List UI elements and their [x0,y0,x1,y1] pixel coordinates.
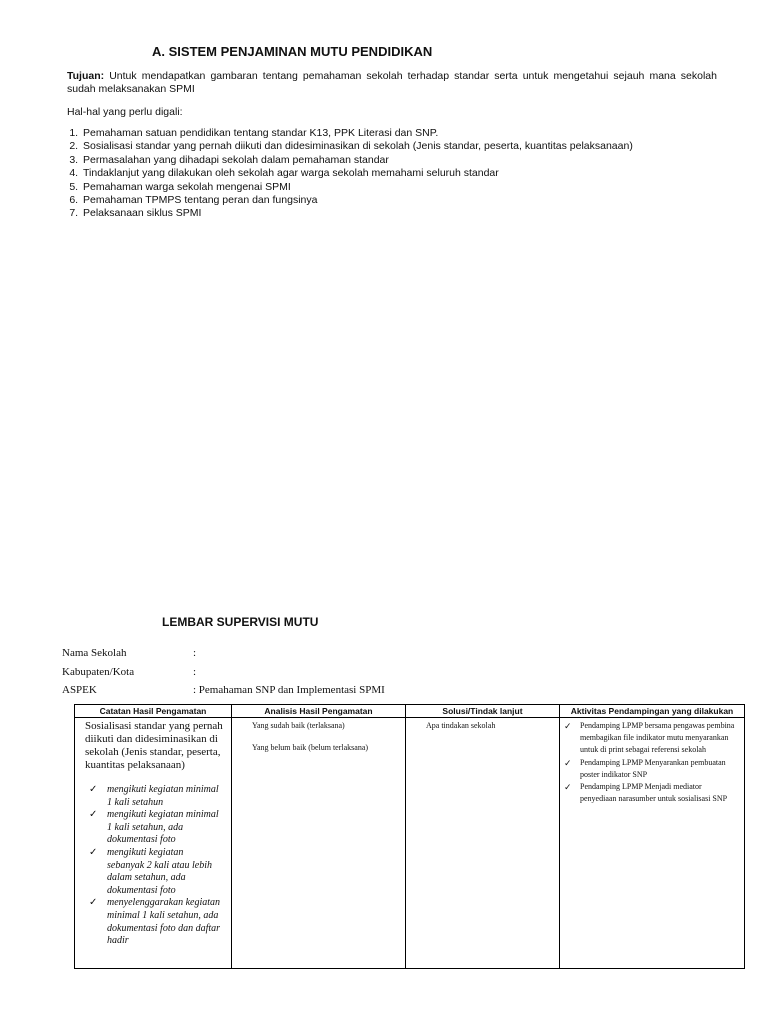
list-item: 6. Pemahaman TPMPS tentang peran dan fungsinya [81,194,741,207]
list-item: 4. Tindaklanjut yang dilakukan oleh sekolah agar warga sekolah memahami seluruh standar [81,167,741,180]
digali-list [67,127,741,221]
cell-catatan [75,718,232,969]
field-value: : Pemahaman SNP dan Implementasi SPMI [193,684,385,696]
check-icon: ✓ [89,809,98,821]
header-catatan: Catatan Hasil Pengamatan [75,705,232,718]
header-solusi: Solusi/Tindak lanjut [406,705,560,718]
aktivitas-checklist [564,720,740,805]
check-icon: ✓ [89,897,98,909]
check-icon: ✓ [564,782,572,793]
catatan-description: Sosialisasi standar yang pernah diikuti dan didesiminasikan di sekolah (Jenis standar, peserta, kuantitas pelaksanaan) [85,720,223,771]
field-kabupaten [0,666,768,680]
item-text: Pendamping LPMP bersama pengawas pembina membagikan file indikator mutu menyarankan untuk di print sebagai referensi sekolah [580,721,735,755]
item-text: Pendamping LPMP Menyarankan pembuatan poster indikator SNP [580,757,726,779]
check-icon: ✓ [564,757,572,768]
cell-analisis [232,718,406,969]
cell-solusi [406,718,560,969]
tujuan-label: Tujuan: [67,70,105,82]
field-value: : [193,666,197,678]
solusi-text: Apa tindakan sekolah [426,721,496,730]
hal-label: Hal-hal yang perlu digali: [67,106,183,118]
list-item [85,847,223,897]
table-row [75,718,745,969]
field-nama-sekolah [0,647,768,661]
list-item: 2. Sosialisasi standar yang pernah diikuti dan didesiminasikan di sekolah (Jenis standar, peserta, kuantitas pelaksanaan) [81,140,741,153]
field-value: : [193,647,197,659]
item-text: Pendamping LPMP Menjadi mediator penyediaan narasumber untuk sosialisasi SNP [580,782,728,804]
list-item: 1. Pemahaman satuan pendidikan tentang standar K13, PPK Literasi dan SNP. [81,127,741,140]
list-item: 5. Pemahaman warga sekolah mengenai SPMI [81,181,741,194]
list-item [85,809,223,847]
item-text: menyelenggarakan kegiatan minimal 1 kali setahun, ada dokumentasi foto dan daftar hadir [107,897,221,947]
list-item [564,720,740,757]
check-icon: ✓ [89,784,98,795]
item-text: mengikuti kegiatan minimal 1 kali setahun [107,784,219,808]
item-text: mengikuti kegiatan sebanyak 2 kali atau lebih dalam setahun, ada dokumentasi foto [107,846,212,896]
list-item: 7. Pelaksanaan siklus SPMI [81,207,741,220]
analisis-bad: Yang belum baik (belum terlaksana) [252,743,369,752]
section-title: A. SISTEM PENJAMINAN MUTU PENDIDIKAN [152,44,433,59]
header-aktivitas: Aktivitas Pendampingan yang dilakukan [560,705,745,718]
lembar-title: LEMBAR SUPERVISI MUTU [162,615,319,629]
tujuan-text: Untuk mendapatkan gambaran tentang pemahaman sekolah terhadap standar serta untuk mengetahui sejauh mana sekolah sudah melaksanakan SPMI [67,70,717,95]
supervisi-table [74,704,745,969]
list-item [85,897,223,947]
check-icon: ✓ [564,721,572,731]
list-item [85,784,223,809]
header-analisis: Analisis Hasil Pengamatan [232,705,406,718]
field-label: Kabupaten/Kota [62,666,135,678]
field-label: Nama Sekolah [62,647,127,659]
field-aspek [0,684,768,698]
item-text: mengikuti kegiatan minimal 1 kali setahun, ada dokumentasi foto [107,809,219,846]
cell-aktivitas [560,718,745,969]
list-item [564,757,740,781]
tujuan-paragraph [67,70,717,96]
catatan-checklist [85,784,223,948]
analisis-good: Yang sudah baik (terlaksana) [252,721,345,730]
list-item: 3. Permasalahan yang dihadapi sekolah dalam pemahaman standar [81,154,741,167]
table-header-row [75,705,745,718]
check-icon: ✓ [89,846,98,858]
field-label: ASPEK [62,684,97,696]
list-item [564,781,740,805]
